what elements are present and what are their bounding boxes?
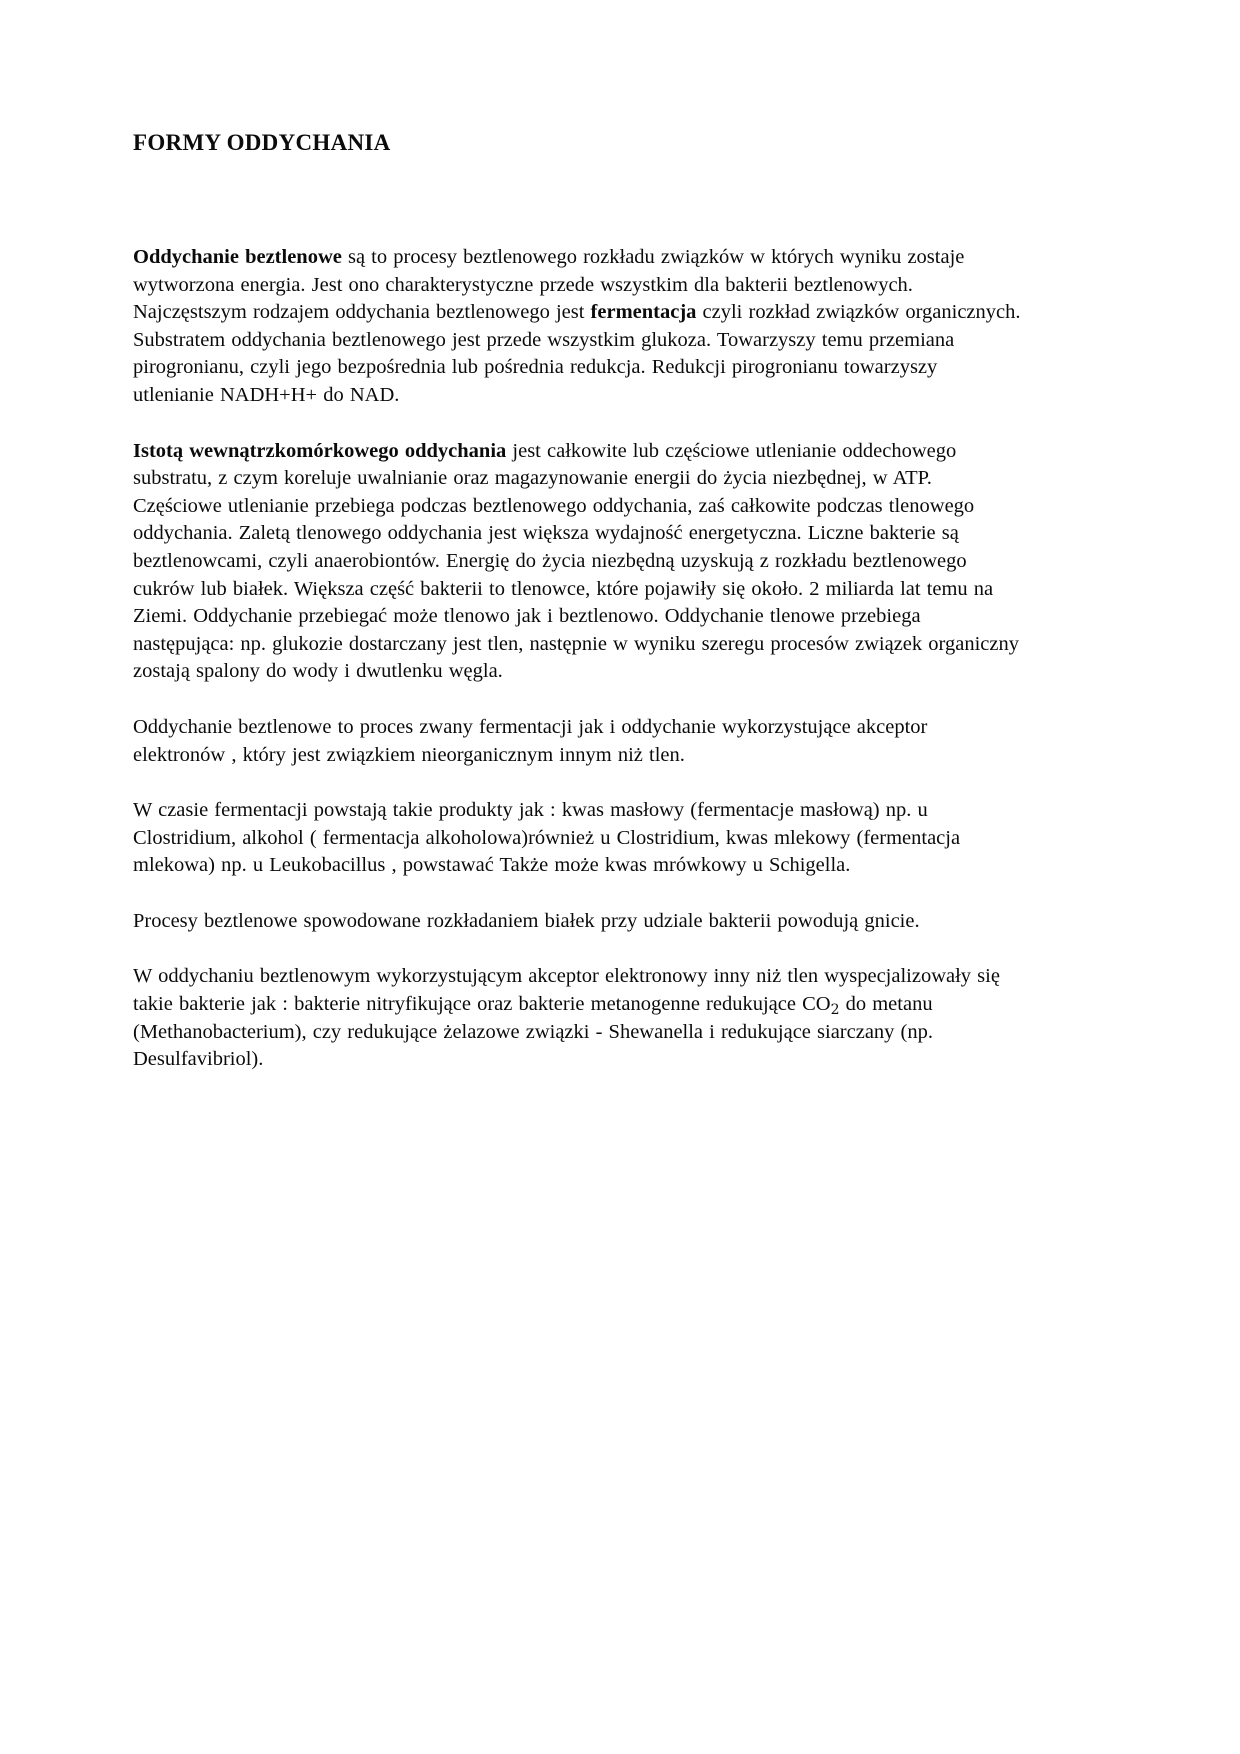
document-content [133,130,1023,1102]
bold-lead-oddychanie-beztlenowe: Oddychanie beztlenowe [133,246,342,268]
paragraph-text: są to procesy beztlenowego rozkładu związków w których wyniku zostaje wytworzona energia. Jest ono charakterystyczne przede wszystkim dla bakterii beztlenowych. Najczęstszym rodzajem oddychania beztlenowego jest [133,246,965,324]
page-title: FORMY ODDYCHANIA [133,130,391,155]
paragraph-text: W oddychaniu beztlenowym wykorzystującym akceptor elektronowy inny niż tlen wyspecjalizowały się takie bakterie jak : bakterie nitryfikujące oraz bakterie metanogenne redukujące CO [133,965,1000,1016]
co2-subscript: 2 [830,1002,840,1019]
paragraph-text: Procesy beztlenowe spowodowane rozkładaniem białek przy udziale bakterii powodują gnicie. [133,909,920,932]
paragraph-text: jest całkowite lub częściowe utlenianie oddechowego substratu, z czym koreluje uwalnianie oraz magazynowanie energii do życia niezbędnej, w ATP. Częściowe utlenianie przebiega podczas beztlenowego oddychania, zaś całkowite podczas tlenowego oddychania. Zaletą tlenowego oddychania jest większa wydajność energetyczna. Liczne bakterie są beztlenowcami, czyli anaerobiontów. Energię do życia niezbędną uzyskują z rozkładu beztlenowego cukrów lub białek. Większa część bakterii to tlenowce, które pojawiły się około. 2 miliarda lat temu na Ziemi. Oddychanie przebiegać może tlenowo jak i beztlenowo. Oddychanie tlenowe przebiega następująca: np. glukozie dostarczany jest tlen, następnie w wyniku szeregu procesów związek organiczny zostają spalony do wody i dwutlenku węgla. [133,439,1019,683]
paragraph-oddychanie-beztlenowe [133,244,1023,410]
paragraph-istota-oddychania [133,438,1023,686]
paragraph-text: do metanu (Methanobacterium), czy redukujące żelazowe związki - Shewanella i redukujące siarczany (np. Desulfavibriol). [133,993,933,1071]
bold-lead-istota-oddychania: Istotą wewnątrzkomórkowego oddychania [133,439,507,462]
paragraph-text: Oddychanie beztlenowe to proces zwany fermentacji jak i oddychanie wykorzystujące akceptor elektronów , który jest związkiem nieorganicznym innym niż tlen. [133,715,928,766]
paragraph-fermentacja-akceptor [133,714,1023,769]
paragraph-gnicie [133,908,1023,936]
paragraph-bakterie-wyspecjalizowane [133,963,1023,1073]
paragraph-text: czyli rozkład związków organicznych. Substratem oddychania beztlenowego jest przede wszystkim glukoza. Towarzyszy temu przemiana pirogronianu, czyli jego bezpośrednia lub pośrednia redukcja. Redukcji pirogronianu towarzyszy utlenianie NADH+H+ do NAD. [133,301,1021,406]
paragraph-text: W czasie fermentacji powstają takie produkty jak : kwas masłowy (fermentacje masłową) np. u Clostridium, alkohol ( fermentacja alkoholowa)również u Clostridium, kwas mlekowy (fermentacja mlekowa) np. u Leukobacillus , powstawać Także może kwas mrówkowy u Schigella. [133,799,961,877]
paragraph-produkty-fermentacji [133,797,1023,880]
bold-fermentacja: fermentacja [590,301,697,324]
